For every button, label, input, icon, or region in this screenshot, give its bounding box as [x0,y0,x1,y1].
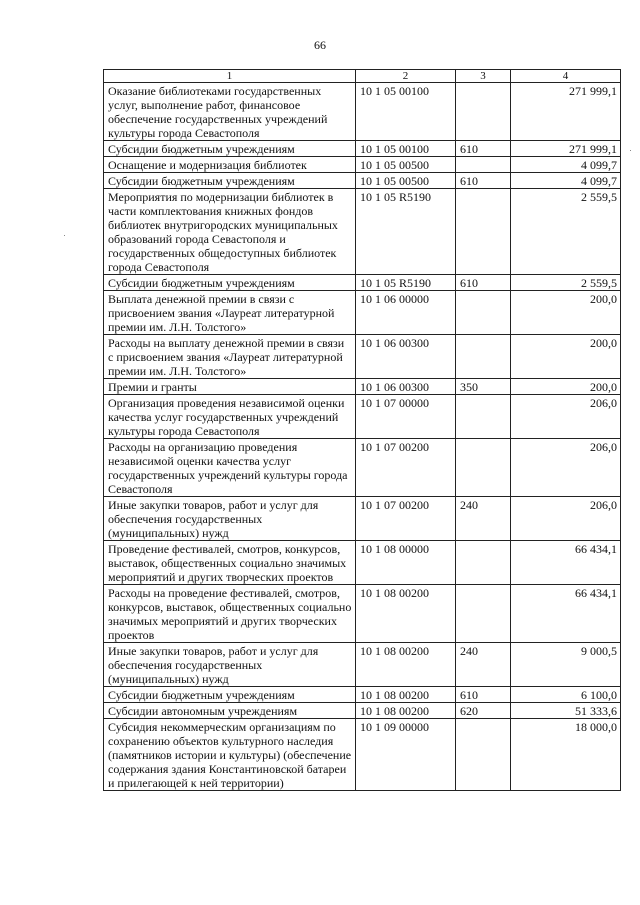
cell-amount: 2 559,5 [511,275,621,291]
cell-vr: 610 [456,687,511,703]
cell-amount: 66 434,1 [511,585,621,643]
cell-vr [456,335,511,379]
budget-table [103,69,621,791]
table-row [104,275,621,291]
cell-code: 10 1 07 00200 [356,439,456,497]
table-row [104,379,621,395]
cell-vr [456,719,511,791]
cell-code: 10 1 07 00200 [356,497,456,541]
cell-code: 10 1 08 00200 [356,687,456,703]
cell-vr: 610 [456,275,511,291]
cell-vr [456,291,511,335]
cell-vr: 240 [456,643,511,687]
cell-name: Расходы на выплату денежной премии в связи с присвоением звания «Лауреат литературной премии им. Л.Н. Толстого» [104,335,356,379]
table-row [104,585,621,643]
cell-vr [456,157,511,173]
table-row [104,497,621,541]
table-row [104,687,621,703]
cell-name: Оказание библиотеками государственных услуг, выполнение работ, финансовое обеспечение государственных учреждений культуры города Севастополя [104,83,356,141]
cell-code: 10 1 06 00300 [356,335,456,379]
cell-name: Иные закупки товаров, работ и услуг для обеспечения государственных (муниципальных) нужд [104,497,356,541]
column-header-name: 1 [104,70,356,83]
scan-speck [64,235,65,236]
cell-amount: 66 434,1 [511,541,621,585]
cell-name: Организация проведения независимой оценки качества услуг государственных учреждений культуры города Севастополя [104,395,356,439]
cell-vr [456,83,511,141]
table-row [104,157,621,173]
cell-amount: 271 999,1 [511,83,621,141]
cell-name: Субсидии бюджетным учреждениям [104,173,356,189]
cell-code: 10 1 08 00200 [356,643,456,687]
cell-amount: 51 333,6 [511,703,621,719]
cell-name: Мероприятия по модернизации библиотек в части комплектования книжных фондов библиотек внутригородских муниципальных образований города Севастополя и государственных общедоступных библиотек города Севастополя [104,189,356,275]
cell-amount: 6 100,0 [511,687,621,703]
cell-vr: 240 [456,497,511,541]
cell-name: Оснащение и модернизация библиотек [104,157,356,173]
cell-code: 10 1 05 00500 [356,173,456,189]
cell-amount: 200,0 [511,335,621,379]
cell-name: Проведение фестивалей, смотров, конкурсов, выставок, общественных социально значимых мероприятий и других творческих проектов [104,541,356,585]
cell-vr [456,189,511,275]
page-number: 66 [314,38,326,52]
cell-code: 10 1 06 00000 [356,291,456,335]
cell-vr [456,585,511,643]
cell-code: 10 1 05 00500 [356,157,456,173]
cell-code: 10 1 08 00000 [356,541,456,585]
column-header-vr: 3 [456,70,511,83]
cell-name: Субсидии бюджетным учреждениям [104,275,356,291]
cell-name: Выплата денежной премии в связи с присвоением звания «Лауреат литературной премии им. Л.Н. Толстого» [104,291,356,335]
cell-amount: 4 099,7 [511,157,621,173]
cell-code: 10 1 08 00200 [356,703,456,719]
cell-code: 10 1 05 R5190 [356,275,456,291]
cell-vr: 610 [456,141,511,157]
table-row [104,439,621,497]
cell-vr: 350 [456,379,511,395]
cell-name: Субсидии бюджетным учреждениям [104,141,356,157]
cell-code: 10 1 08 00200 [356,585,456,643]
cell-name: Расходы на организацию проведения независимой оценки качества услуг государственных учреждений культуры города Севастополя [104,439,356,497]
column-header-amount: 4 [511,70,621,83]
cell-code: 10 1 06 00300 [356,379,456,395]
table-row [104,719,621,791]
header-row [104,70,621,83]
table-row [104,703,621,719]
cell-name: Субсидии автономным учреждениям [104,703,356,719]
column-header-code: 2 [356,70,456,83]
cell-amount: 206,0 [511,395,621,439]
cell-amount: 18 000,0 [511,719,621,791]
cell-name: Субсидии бюджетным учреждениям [104,687,356,703]
cell-vr [456,395,511,439]
cell-amount: 206,0 [511,497,621,541]
cell-vr: 610 [456,173,511,189]
cell-amount: 200,0 [511,291,621,335]
cell-amount: 200,0 [511,379,621,395]
cell-code: 10 1 05 R5190 [356,189,456,275]
cell-name: Субсидия некоммерческим организациям по сохранению объектов культурного наследия (памятников истории и культуры) (обеспечение содержания здания Константиновской батареи и прилегающей к ней территории) [104,719,356,791]
scan-speck [630,150,631,151]
table-row [104,173,621,189]
cell-vr [456,439,511,497]
cell-amount: 2 559,5 [511,189,621,275]
table-row [104,141,621,157]
cell-amount: 9 000,5 [511,643,621,687]
table-row [104,291,621,335]
cell-amount: 271 999,1 [511,141,621,157]
table-row [104,83,621,141]
table-body [104,83,621,791]
table-row [104,335,621,379]
table-row [104,643,621,687]
cell-code: 10 1 07 00000 [356,395,456,439]
table-row [104,395,621,439]
table-row [104,189,621,275]
table-row [104,541,621,585]
cell-code: 10 1 05 00100 [356,83,456,141]
cell-code: 10 1 09 00000 [356,719,456,791]
cell-vr [456,541,511,585]
cell-amount: 206,0 [511,439,621,497]
cell-vr: 620 [456,703,511,719]
cell-name: Расходы на проведение фестивалей, смотров, конкурсов, выставок, общественных социально значимых мероприятий и других творческих проектов [104,585,356,643]
cell-name: Иные закупки товаров, работ и услуг для обеспечения государственных (муниципальных) нужд [104,643,356,687]
cell-code: 10 1 05 00100 [356,141,456,157]
cell-amount: 4 099,7 [511,173,621,189]
cell-name: Премии и гранты [104,379,356,395]
